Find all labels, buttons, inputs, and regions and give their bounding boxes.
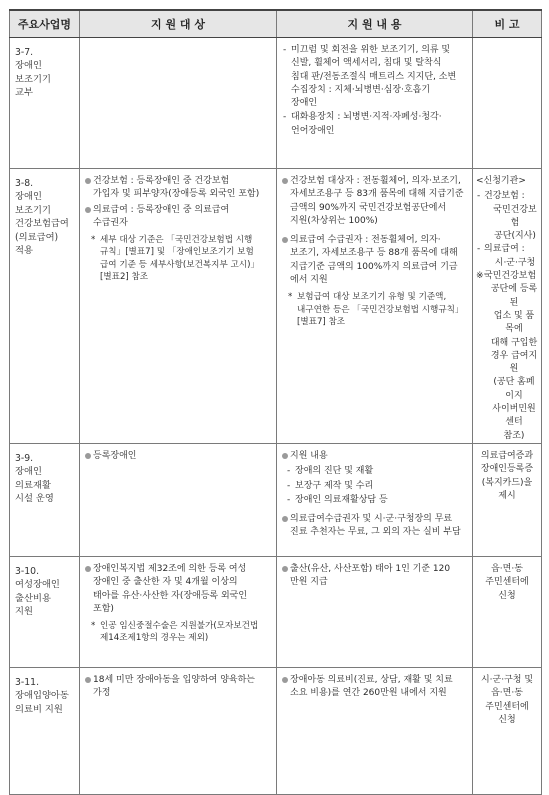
- text-line: 의료급여증과: [480, 450, 534, 461]
- text-line: 장애인 중 출산한 자 및 4개월 이상의: [93, 577, 238, 588]
- program-number: 3-10.: [15, 565, 40, 577]
- text-line: [별표2] 참조: [100, 271, 149, 282]
- text-line: 주민센터에: [485, 701, 529, 712]
- table-row: [10, 169, 542, 444]
- remarks-cell: [473, 443, 542, 556]
- support-target-cell: [80, 667, 277, 794]
- text-line: - 장애의 진단 및 재활: [295, 466, 374, 477]
- text-line: 신청: [498, 590, 516, 601]
- program-number: 3-9.: [15, 452, 34, 464]
- text-line: 등록장애인: [93, 450, 137, 461]
- program-name-cell: [10, 443, 80, 556]
- text-line: 공단(지사): [494, 231, 536, 242]
- content-bullet-item: [282, 674, 468, 701]
- remarks-cell: [473, 556, 542, 667]
- support-target-cell: [80, 38, 277, 169]
- program-number: 3-7.: [15, 47, 34, 58]
- content-dash-item: [282, 111, 468, 138]
- text-line: 대해 구입한: [490, 337, 538, 348]
- text-line: 의료급여 수급권자 : 전동휠체어, 의자·: [290, 235, 441, 246]
- program-name-line: 장애인: [15, 191, 42, 203]
- content-dash-item: [286, 480, 468, 493]
- text-line: 읍·면·동: [491, 688, 523, 699]
- text-line: 출산(유산, 사산포함) 태아 1인 기준 120: [290, 563, 451, 574]
- text-line: 참조): [503, 430, 525, 441]
- text-line: 의료급여 : 등록장애인 중 의료급여: [93, 204, 230, 215]
- program-name-line: 교부: [15, 87, 33, 99]
- target-bullet-item: [85, 674, 272, 701]
- program-name-line: 여성장애인: [15, 579, 60, 591]
- text-line: 가입자 및 피부양자(장애등록 외국인 포함): [93, 189, 260, 200]
- remarks-heading: <신청기관>: [476, 176, 526, 186]
- support-program-table: [9, 9, 542, 795]
- program-number: 3-11.: [15, 676, 40, 688]
- header-program-name: 주요사업명: [10, 10, 80, 38]
- target-note: [91, 620, 272, 644]
- text-line: 침대 판/전동조절식 매트리스 지지단, 소변: [291, 71, 457, 82]
- text-line: 진료 추천자는 무료, 그 외의 자는 실비 부담: [290, 527, 461, 538]
- text-line: 지급기준 금액의 100%까지 의료급여 기금: [290, 261, 458, 272]
- program-number: 3-8.: [15, 178, 34, 189]
- target-note: [91, 234, 272, 283]
- program-name-line: 보조기기: [15, 73, 51, 85]
- text-line: 국민건강보험: [493, 204, 537, 228]
- text-line: 포함): [93, 603, 114, 614]
- remarks-cell: [473, 667, 542, 794]
- header-remarks: 비 고: [473, 10, 542, 38]
- table-row: [10, 38, 542, 169]
- content-bullet-item: [282, 175, 468, 228]
- text-line: 장애아동 의료비(진료, 상담, 재활 및 치료: [290, 674, 453, 685]
- text-line: 건강보험 대상자 : 전동휠체어, 의자·보조기,: [290, 176, 461, 186]
- text-line: 경우 급여지원: [490, 350, 538, 375]
- text-line: 에서 지원: [290, 275, 328, 286]
- text-line: (복지카드)을: [481, 477, 533, 488]
- header-support-target: 지 원 대 상: [80, 10, 277, 38]
- target-bullet-item: [85, 204, 272, 231]
- text-line: 공단에 등록된: [490, 284, 538, 308]
- content-dash-item: [286, 465, 468, 478]
- text-line: - 보장구 제작 및 수리: [295, 480, 374, 491]
- text-line: 자세보조용구 등 83개 품목에 대해 지급기준: [290, 189, 464, 200]
- remarks-note: ※ 국민건강보험: [476, 270, 538, 283]
- support-content-cell: [277, 38, 473, 169]
- text-line: [별표7] 참조: [297, 316, 346, 327]
- text-line: 수집장치 : 지체·뇌병변·심장·호흡기: [291, 84, 431, 95]
- support-content-cell: [277, 556, 473, 667]
- support-content-cell: [277, 667, 473, 794]
- text-line: 장애인복지법 제32조에 의한 등록 여성: [93, 563, 247, 574]
- text-line: 장애인: [291, 98, 318, 109]
- program-name-line: 지원: [15, 606, 33, 618]
- text-line: 신발, 휠체어 액세서리, 침대 및 탈착식: [291, 58, 442, 69]
- program-name-line: 건강보험급여: [15, 218, 69, 230]
- text-line: 금액의 90%까지 국민건강보험공단에서: [290, 202, 447, 213]
- program-name-cell: [10, 556, 80, 667]
- text-line: 주민센터에: [485, 577, 529, 588]
- support-target-cell: [80, 556, 277, 667]
- table-header-row: [10, 10, 542, 38]
- text-line: 제시: [498, 490, 516, 501]
- remarks-cell: [473, 169, 542, 444]
- text-line: 태아를 유산·사산한 자(장애등록 외국인: [93, 590, 248, 601]
- text-line: 제14조제1항의 경우는 제외): [100, 633, 209, 644]
- text-line: 지원(차상위는 100%): [290, 215, 378, 226]
- text-line: 시·군·구청: [494, 257, 536, 268]
- support-content-cell: [277, 443, 473, 556]
- program-name-line: 보조기기: [15, 204, 51, 216]
- program-name-cell: [10, 169, 80, 444]
- program-name-line: 장애인: [15, 466, 42, 478]
- text-line: (공단 홈페이지: [493, 377, 535, 401]
- text-line: 만원 지급: [290, 577, 328, 588]
- content-bullet-item: [282, 513, 468, 540]
- text-line: 시·군·구청 및: [480, 674, 534, 685]
- text-line: 지원 내용: [290, 450, 328, 461]
- text-line: * 인공 임신중절수술은 지원불가(모자보건법: [100, 621, 259, 632]
- text-line: * 세부 대상 기준은 「국민건강보험법 시행: [100, 235, 253, 246]
- text-line: * 보험급여 대상 보조기기 유형 및 기준액,: [297, 292, 447, 303]
- header-support-content: 지 원 내 용: [277, 10, 473, 38]
- text-line: 사이버민원센터: [492, 404, 536, 428]
- content-bullet-item: [282, 450, 468, 463]
- remarks-cell: [473, 38, 542, 169]
- text-line: - 장애인 의료재활상담 등: [295, 494, 388, 505]
- text-line: 업소 및 품목에: [493, 310, 535, 335]
- content-dash-item: [282, 44, 468, 110]
- content-dash-item: [286, 494, 468, 507]
- text-line: - 대화용장치 : 뇌병변·지적·자폐성·청각·: [291, 112, 442, 123]
- content-bullet-item: [282, 563, 468, 590]
- text-line: 급여 기준 등 세부사항(보건복지부 고시)」: [100, 259, 260, 270]
- program-name-line: 적용: [15, 245, 33, 257]
- text-line: 의료급여수급권자 및 시·군·구청장의 무료: [290, 514, 453, 525]
- program-name-cell: [10, 667, 80, 794]
- text-line: 읍·면·동: [491, 563, 523, 574]
- text-line: 장애인등록증: [480, 464, 534, 475]
- program-name-line: (의료급여): [15, 231, 59, 243]
- text-line: 언어장애인: [291, 125, 335, 136]
- program-name-line: 장애입양아동: [15, 690, 69, 702]
- text-line: 신청: [498, 714, 516, 725]
- remarks-subitem: - 의료급여 :: [476, 243, 538, 256]
- support-target-cell: [80, 169, 277, 444]
- program-name-line: 시설 운영: [15, 493, 54, 505]
- program-name-cell: [10, 38, 80, 169]
- content-note: [288, 291, 468, 328]
- target-bullet-item: [85, 175, 272, 202]
- table-row: [10, 443, 542, 556]
- program-name-line: 의료재활: [15, 479, 51, 491]
- text-line: 소요 비용)를 연간 260만원 내에서 지원: [290, 688, 447, 699]
- text-line: 가정: [93, 688, 111, 699]
- program-name-line: 출산비용: [15, 592, 51, 604]
- remarks-subitem: - 건강보험 :: [476, 190, 538, 203]
- support-target-cell: [80, 443, 277, 556]
- text-line: 보조기, 자세보조용구 등 88개 품목에 대해: [290, 248, 458, 259]
- program-name-line: 의료비 지원: [15, 703, 63, 715]
- target-bullet-item: [85, 450, 272, 463]
- table-row: [10, 556, 542, 667]
- text-line: 18세 미만 장애아동을 입양하여 양육하는: [93, 674, 256, 685]
- text-line: 내구연한 등은 「국민건강보험법 시행규칙」: [297, 304, 464, 315]
- target-bullet-item: [85, 563, 272, 616]
- text-line: 건강보험 : 등록장애인 중 건강보험: [93, 176, 230, 186]
- program-name-line: 장애인: [15, 60, 42, 72]
- support-content-cell: [277, 169, 473, 444]
- table-row: [10, 667, 542, 794]
- text-line: - 미끄럼 및 회전을 위한 보조기기, 의류 및: [291, 45, 451, 55]
- text-line: 수급권자: [93, 217, 128, 228]
- text-line: 규칙」[별표7] 및 「장애인보조기기 보험: [100, 247, 254, 258]
- content-bullet-item: [282, 234, 468, 287]
